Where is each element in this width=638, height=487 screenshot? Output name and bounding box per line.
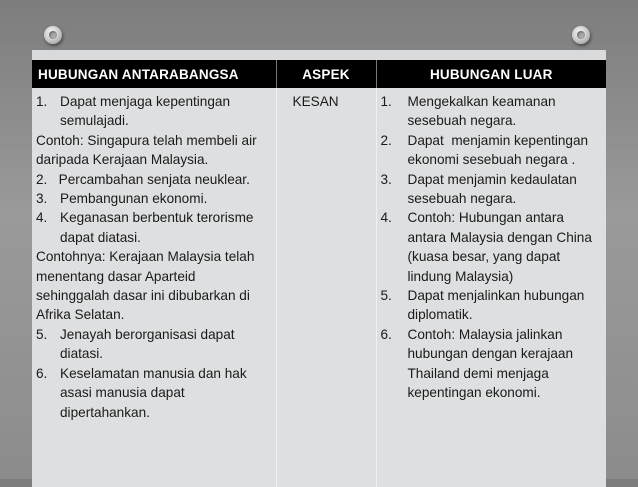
list-item: 1. Dapat menjaga kepentingan semulajadi. [36,94,231,129]
list-item: 5. Dapat menjalinkan hubungan diplomatik. [380,288,585,323]
list-item: 6. Contoh: Malaysia jalinkan hubungan dengan kerajaan Thailand demi menjaga kepentingan ekonomi. [380,326,574,401]
screw-bolt-icon [572,26,590,44]
header-hubungan-antarabangsa: HUBUNGAN ANTARABANGSA [32,60,276,88]
header-aspek: ASPEK [276,60,376,88]
list-item: 6. Keselamatan manusia dan hak asasi manusia dapat dipertahankan. [36,365,247,420]
list-item: 4. Contoh: Hubungan antara antara Malaysia dengan China (kuasa besar, yang dapat lindung Malaysia) [380,210,592,284]
table-row [32,88,606,487]
list-item: 2. Dapat menjamin kepentingan ekonomi sesebuah negara . [380,132,592,168]
table-header-row [32,60,606,88]
list-item: 3. Pembangunan ekonomi. [36,191,208,207]
list-item: Contohnya: Kerajaan Malaysia telah menentang dasar Aparteid sehinggalah dasar ini dibubarkan di Afrika Selatan. [36,249,255,323]
aspect-label: KESAN [292,94,339,109]
list-item: 4. Keganasan berbentuk terorisme dapat diatasi. [36,210,254,245]
list-item: 1. Mengekalkan keamanan sesebuah negara. [380,94,556,129]
header-hubungan-luar: HUBUNGAN LUAR [376,60,606,88]
list-item: Contoh: Singapura telah membeli air daripada Kerajaan Malaysia. [36,132,257,168]
list-item: 5. Jenayah berorganisasi dapat diatasi. [36,326,235,362]
cell-hubungan-antarabangsa [32,88,276,487]
list-item: 3. Dapat menjamin kedaulatan sesebuah negara. [380,171,577,207]
screw-bolt-icon [44,26,62,44]
cell-hubungan-luar [376,88,606,487]
comparison-table [32,60,606,487]
list-item: 2. Percambahan senjata neuklear. [36,171,250,187]
cell-aspek [276,88,376,487]
